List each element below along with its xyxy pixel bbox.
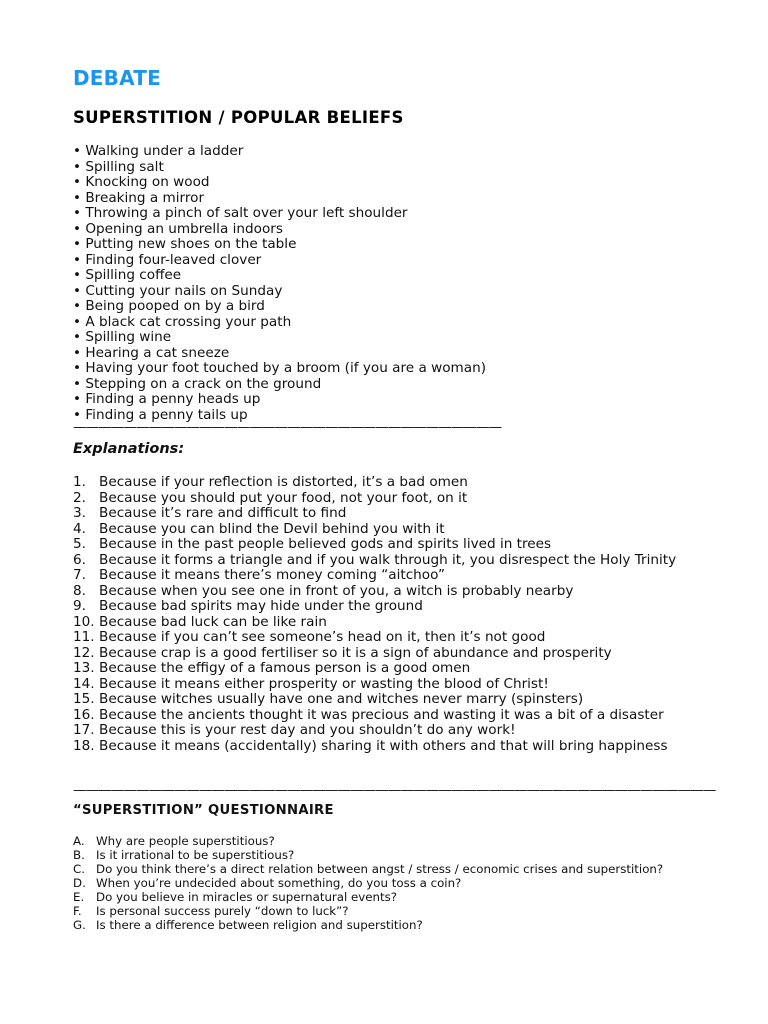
item-text: When you’re undecided about something, do you toss a coin? <box>96 876 462 890</box>
item-letter: A. <box>73 834 85 848</box>
list-item <box>73 553 693 569</box>
questionnaire-heading: “SUPERSTITION” QUESTIONNAIRE <box>73 803 334 818</box>
item-number: 5. <box>73 536 86 552</box>
item-number: 1. <box>73 474 86 490</box>
item-text: Is personal success purely “down to luck”? <box>96 904 349 918</box>
item-number: 10. <box>73 613 95 630</box>
explanations-list <box>73 475 693 754</box>
item-text: Because bad spirits may hide under the ground <box>99 598 423 614</box>
list-item <box>73 491 693 507</box>
list-item: • Cutting your nails on Sunday <box>73 284 486 300</box>
item-text: Do you believe in miracles or supernatural events? <box>96 890 398 904</box>
list-item: • Having your foot touched by a broom (if you are a woman) <box>73 361 486 377</box>
item-text: Because crap is a good fertiliser so it is a sign of abundance and prosperity <box>99 644 612 661</box>
separator-rule: ——————————————————————————————————————————————————— <box>73 782 716 798</box>
list-item <box>73 904 693 918</box>
item-text: Because it’s rare and difficult to find <box>99 505 347 521</box>
item-number: 17. <box>73 722 95 738</box>
list-item <box>73 677 693 693</box>
item-number: 18. <box>73 737 95 754</box>
item-text: Because you can blind the Devil behind you with it <box>99 520 445 537</box>
list-item: • Walking under a ladder <box>73 144 486 160</box>
item-number: 7. <box>73 567 86 583</box>
item-text: Because the effigy of a famous person is a good omen <box>99 660 471 676</box>
list-item: • Finding four-leaved clover <box>73 253 486 269</box>
item-text: Because in the past people believed gods and spirits lived in trees <box>99 536 552 552</box>
item-text: Why are people superstitious? <box>96 834 275 848</box>
document-title: DEBATE <box>73 66 161 90</box>
list-item <box>73 661 693 677</box>
list-item <box>73 890 693 904</box>
item-number: 4. <box>73 520 86 537</box>
list-item: • Finding a penny heads up <box>73 392 486 408</box>
item-text: Because you should put your food, not your foot, on it <box>99 489 468 506</box>
item-text: Because when you see one in front of you, a witch is probably nearby <box>99 582 574 599</box>
item-text: Because it means there’s money coming “aitchoo” <box>99 567 445 583</box>
item-text: Because it means either prosperity or wasting the blood of Christ! <box>99 675 549 692</box>
list-item: • Breaking a mirror <box>73 191 486 207</box>
item-number: 2. <box>73 489 86 506</box>
list-item <box>73 506 693 522</box>
list-item <box>73 568 693 584</box>
item-number: 16. <box>73 706 95 723</box>
list-item <box>73 630 693 646</box>
list-item: • Putting new shoes on the table <box>73 237 486 253</box>
list-item <box>73 918 693 932</box>
list-item: • Hearing a cat sneeze <box>73 346 486 362</box>
item-letter: D. <box>73 876 86 890</box>
item-letter: F. <box>73 904 82 918</box>
list-item <box>73 599 693 615</box>
item-text: Because bad luck can be like rain <box>99 613 327 630</box>
item-number: 6. <box>73 551 86 568</box>
list-item <box>73 834 693 848</box>
item-letter: C. <box>73 862 85 876</box>
item-number: 12. <box>73 644 95 661</box>
item-text: Do you think there’s a direct relation between angst / stress / economic crises and superstition? <box>96 862 664 876</box>
item-letter: B. <box>73 848 85 862</box>
list-item: • Throwing a pinch of salt over your left shoulder <box>73 206 486 222</box>
list-item <box>73 876 693 890</box>
item-number: 3. <box>73 505 86 521</box>
item-number: 15. <box>73 691 95 707</box>
item-text: Because witches usually have one and witches never marry (spinsters) <box>99 691 584 707</box>
list-item <box>73 739 693 755</box>
item-number: 9. <box>73 598 86 614</box>
list-item <box>73 522 693 538</box>
item-letter: G. <box>73 918 86 932</box>
list-item <box>73 646 693 662</box>
item-text: Is it irrational to be superstitious? <box>96 848 295 862</box>
list-item: • Finding a penny tails up <box>73 408 486 424</box>
item-text: Because if your reflection is distorted, it’s a bad omen <box>99 474 468 490</box>
list-item <box>73 475 693 491</box>
item-text: Because it means (accidentally) sharing it with others and that will bring happiness <box>99 737 668 754</box>
separator-rule: —————————————————————————————————— <box>73 419 502 435</box>
item-number: 13. <box>73 660 95 676</box>
list-item <box>73 584 693 600</box>
list-item: • Opening an umbrella indoors <box>73 222 486 238</box>
item-text: Because the ancients thought it was precious and wasting it was a bit of a disaster <box>99 706 664 723</box>
list-item: • Spilling coffee <box>73 268 486 284</box>
item-number: 8. <box>73 582 86 599</box>
list-item <box>73 708 693 724</box>
section-title-beliefs: SUPERSTITION / POPULAR BELIEFS <box>73 108 404 127</box>
beliefs-list <box>73 144 486 423</box>
list-item <box>73 537 693 553</box>
list-item: • A black cat crossing your path <box>73 315 486 331</box>
list-item: • Spilling wine <box>73 330 486 346</box>
item-text: Because it forms a triangle and if you walk through it, you disrespect the Holy Trinity <box>99 551 677 568</box>
item-letter: E. <box>73 890 85 904</box>
list-item: • Stepping on a crack on the ground <box>73 377 486 393</box>
list-item: • Spilling salt <box>73 160 486 176</box>
list-item <box>73 862 693 876</box>
list-item <box>73 615 693 631</box>
item-text: Because if you can’t see someone’s head on it, then it’s not good <box>99 629 546 645</box>
list-item <box>73 692 693 708</box>
list-item <box>73 723 693 739</box>
list-item: • Being pooped on by a bird <box>73 299 486 315</box>
item-number: 11. <box>73 629 95 645</box>
item-number: 14. <box>73 675 95 692</box>
explanations-heading: Explanations: <box>73 441 185 457</box>
item-text: Because this is your rest day and you shouldn’t do any work! <box>99 722 516 738</box>
questions-list <box>73 834 693 932</box>
item-text: Is there a difference between religion and superstition? <box>96 918 423 932</box>
list-item <box>73 848 693 862</box>
list-item: • Knocking on wood <box>73 175 486 191</box>
